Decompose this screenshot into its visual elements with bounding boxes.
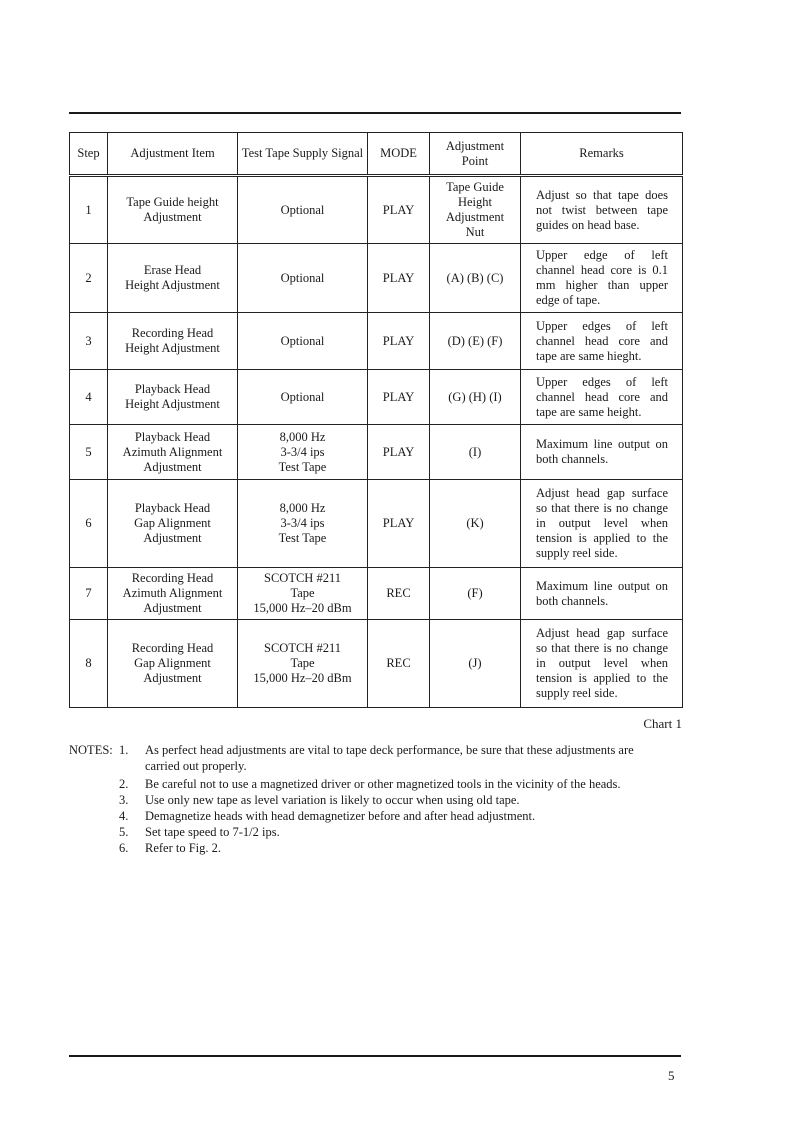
cell-mode: PLAY <box>368 480 430 568</box>
note-text: Refer to Fig. 2. <box>145 841 222 855</box>
cell-adjustment-item: Erase Head Height Adjustment <box>108 244 238 313</box>
cell-adjustment-point: (A) (B) (C) <box>430 244 521 313</box>
cell-adjustment-item: Tape Guide height Adjustment <box>108 176 238 244</box>
cell-adjustment-point: (K) <box>430 480 521 568</box>
cell-step: 7 <box>70 568 108 620</box>
cell-mode: PLAY <box>368 425 430 480</box>
header-mode: MODE <box>368 133 430 176</box>
cell-remarks: Upper edge of left channel head core is 0.1 mm higher than upper edge of tape. <box>521 244 683 313</box>
cell-test-tape-signal: Optional <box>238 370 368 425</box>
note-text: Use only new tape as level variation is likely to occur when using old tape. <box>145 793 520 807</box>
header-test-tape-signal: Test Tape Supply Signal <box>238 133 368 176</box>
cell-adjustment-item: Playback Head Gap Alignment Adjustment <box>108 480 238 568</box>
note-text: Set tape speed to 7-1/2 ips. <box>145 825 280 839</box>
cell-remarks: Maximum line output on both channels. <box>521 425 683 480</box>
note-number: 4. <box>119 809 129 823</box>
cell-remarks: Adjust so that tape does not twist between tape guides on head base. <box>521 176 683 244</box>
table-row <box>70 620 683 708</box>
cell-adjustment-item: Recording Head Gap Alignment Adjustment <box>108 620 238 708</box>
header-row <box>70 133 683 176</box>
cell-test-tape-signal: Optional <box>238 313 368 370</box>
table-row <box>70 480 683 568</box>
cell-step: 6 <box>70 480 108 568</box>
cell-step: 8 <box>70 620 108 708</box>
table-row <box>70 568 683 620</box>
notes-label: NOTES: <box>69 743 113 757</box>
cell-mode: REC <box>368 620 430 708</box>
cell-mode: PLAY <box>368 313 430 370</box>
cell-test-tape-signal: Optional <box>238 176 368 244</box>
note-text: Demagnetize heads with head demagnetizer before and after head adjustment. <box>145 809 536 823</box>
cell-adjustment-point: (F) <box>430 568 521 620</box>
cell-mode: PLAY <box>368 370 430 425</box>
cell-adjustment-item: Recording Head Height Adjustment <box>108 313 238 370</box>
table-row <box>70 370 683 425</box>
cell-test-tape-signal: 8,000 Hz 3-3/4 ips Test Tape <box>238 425 368 480</box>
cell-mode: REC <box>368 568 430 620</box>
cell-step: 1 <box>70 176 108 244</box>
cell-remarks: Maximum line output on both channels. <box>521 568 683 620</box>
header-step: Step <box>70 133 108 176</box>
header-adjustment-item: Adjustment Item <box>108 133 238 176</box>
cell-adjustment-point: (J) <box>430 620 521 708</box>
cell-remarks: Adjust head gap surface so that there is no change in output level when tension is applied to the supply reel side. <box>521 620 683 708</box>
table-row <box>70 176 683 244</box>
note-number: 5. <box>119 825 129 839</box>
chart-caption: Chart 1 <box>643 716 682 731</box>
table-row <box>70 425 683 480</box>
cell-step: 5 <box>70 425 108 480</box>
cell-adjustment-point: (D) (E) (F) <box>430 313 521 370</box>
header-adjustment-point: Adjustment Point <box>430 133 521 176</box>
top-rule <box>69 112 681 114</box>
cell-adjustment-item: Playback Head Height Adjustment <box>108 370 238 425</box>
cell-mode: PLAY <box>368 176 430 244</box>
header-remarks: Remarks <box>521 133 683 176</box>
cell-adjustment-point: Tape Guide Height Adjustment Nut <box>430 176 521 244</box>
cell-mode: PLAY <box>368 244 430 313</box>
cell-remarks: Adjust head gap surface so that there is no change in output level when tension is applied to the supply reel side. <box>521 480 683 568</box>
table-row <box>70 244 683 313</box>
cell-step: 2 <box>70 244 108 313</box>
note-number: 1. <box>119 743 129 757</box>
cell-test-tape-signal: SCOTCH #211 Tape 15,000 Hz–20 dBm <box>238 568 368 620</box>
cell-step: 3 <box>70 313 108 370</box>
cell-remarks: Upper edges of left channel head core and tape are same height. <box>521 370 683 425</box>
cell-adjustment-point: (G) (H) (I) <box>430 370 521 425</box>
cell-test-tape-signal: SCOTCH #211 Tape 15,000 Hz–20 dBm <box>238 620 368 708</box>
note-text: As perfect head adjustments are vital to tape deck performance, be sure that these adjustments are carried out properly. <box>145 743 634 773</box>
note-text: Be careful not to use a magnetized driver or other magnetized tools in the vicinity of the heads. <box>145 777 621 791</box>
cell-adjustment-item: Recording Head Azimuth Alignment Adjustment <box>108 568 238 620</box>
cell-step: 4 <box>70 370 108 425</box>
cell-adjustment-point: (I) <box>430 425 521 480</box>
bottom-rule <box>69 1055 681 1057</box>
note-number: 6. <box>119 841 129 855</box>
cell-test-tape-signal: Optional <box>238 244 368 313</box>
adjustment-chart <box>69 132 683 708</box>
note-number: 3. <box>119 793 129 807</box>
table-row <box>70 313 683 370</box>
note-number: 2. <box>119 777 129 791</box>
cell-adjustment-item: Playback Head Azimuth Alignment Adjustment <box>108 425 238 480</box>
cell-test-tape-signal: 8,000 Hz 3-3/4 ips Test Tape <box>238 480 368 568</box>
page-number: 5 <box>668 1068 675 1083</box>
cell-remarks: Upper edges of left channel head core and tape are same hieght. <box>521 313 683 370</box>
